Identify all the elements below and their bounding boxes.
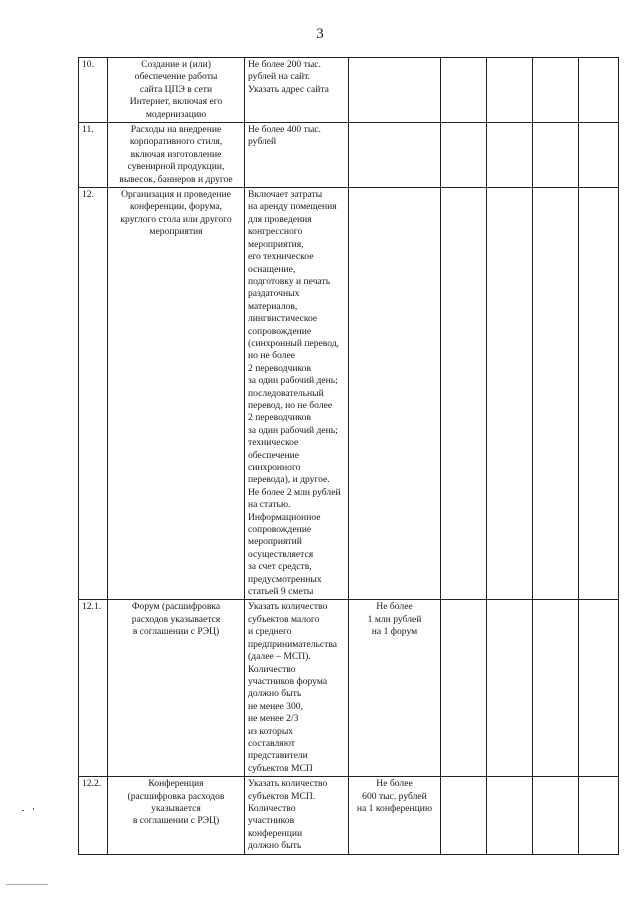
expense-description-line: Не более 200 тыс.	[248, 59, 321, 70]
expense-name-line: Создание и (или)	[141, 59, 211, 70]
expense-description-line: субъектов МСП.	[248, 790, 316, 802]
empty-cell	[487, 188, 533, 600]
expense-description-line: участников форума	[248, 675, 328, 687]
empty-cell	[533, 777, 579, 854]
expense-name-line: Форум (расшифровка	[131, 601, 221, 613]
expense-description-line: рублей	[248, 136, 277, 148]
expense-description-line: представители	[248, 750, 308, 762]
row-number: 12.1.	[79, 600, 108, 777]
scan-artifact	[22, 810, 24, 811]
expense-limit-cell	[349, 58, 441, 123]
expense-description-line: должно быть	[248, 688, 302, 700]
table-row	[79, 600, 619, 777]
expense-description-line: Не более 2 млн рублей	[248, 486, 341, 498]
expense-description-line: сопровождение	[248, 524, 312, 536]
expense-description-line: на аренду помещения	[248, 201, 337, 213]
expense-name-line: Организация и проведение	[121, 189, 231, 201]
expense-description-line: (синхронный перевод,	[248, 337, 340, 349]
empty-cell	[441, 58, 487, 123]
expense-name-line: в соглашении с РЭЦ)	[132, 626, 220, 638]
expense-description-line: перевод, но не более	[248, 399, 333, 411]
expense-description-line: подготовку и печать	[248, 275, 331, 287]
expense-description-cell	[245, 600, 349, 777]
empty-cell	[441, 188, 487, 600]
scan-artifact	[33, 808, 34, 810]
expense-limit-line: на 1 форум	[371, 626, 418, 638]
expense-name-line: Расходы на внедрение	[130, 124, 222, 136]
expense-limit-line: Не более	[376, 601, 413, 613]
expense-name-line: модернизацию	[145, 108, 207, 120]
expense-name-line: мероприятия	[149, 226, 203, 238]
expense-description-line: но не более	[248, 350, 295, 362]
expense-name-cell	[108, 123, 245, 188]
expense-description-line: мероприятий	[248, 536, 302, 548]
expense-description-line: синхронного	[248, 462, 301, 473]
expense-description-line: и среднего	[248, 626, 292, 638]
empty-cell	[487, 777, 533, 854]
page-number: 3	[316, 26, 324, 42]
expense-name-line: сувенирной продукции,	[127, 161, 225, 173]
empty-cell	[533, 123, 579, 188]
empty-cell	[533, 600, 579, 777]
expense-description-cell	[245, 188, 349, 600]
empty-cell	[579, 600, 619, 777]
table-row	[79, 123, 619, 188]
expense-description-line: Указать количество	[248, 778, 328, 790]
empty-cell	[533, 188, 579, 600]
expense-description-line: субъектов малого	[248, 613, 320, 625]
expense-limit-line: Не более	[376, 778, 413, 790]
empty-cell	[487, 58, 533, 123]
row-number: 11.	[79, 123, 108, 188]
expense-description-line: обеспечение	[248, 449, 300, 461]
expense-description-line: 2 переводчиков	[248, 412, 311, 424]
expense-limit-cell	[349, 123, 441, 188]
expense-description-line: техническое	[248, 437, 299, 449]
expense-description-line: должно быть	[248, 840, 302, 852]
expense-description-line: последовательный	[248, 387, 324, 399]
expense-description-line: из которых	[248, 725, 294, 737]
scan-artifact	[6, 884, 48, 885]
expense-description-line: (далее – МСП).	[248, 651, 311, 663]
expense-description-line: конгрессного	[248, 226, 303, 238]
row-number: 12.	[79, 188, 108, 600]
empty-cell	[441, 600, 487, 777]
expense-name-cell	[108, 58, 245, 123]
expense-description-line: 2 переводчиков	[248, 362, 311, 374]
expense-name-line: включая изготовление	[130, 148, 222, 160]
expense-name-line: обеспечение работы	[134, 71, 218, 83]
expense-description-line: за счет средств,	[248, 561, 312, 573]
expense-name-line: сайта ЦПЭ в сети	[139, 83, 213, 95]
empty-cell	[533, 58, 579, 123]
expense-name-cell	[108, 188, 245, 600]
expense-name-line: в соглашении с РЭЦ)	[132, 815, 220, 827]
expense-description-line: осуществляется	[248, 548, 314, 560]
expense-description-line: за один рабочий день;	[248, 375, 338, 387]
expense-description-line: мероприятия,	[248, 238, 304, 250]
empty-cell	[441, 123, 487, 188]
expense-description-line: оснащение,	[248, 263, 296, 275]
row-number: 10.	[79, 58, 108, 123]
expense-name-cell	[108, 600, 245, 777]
expense-description-line: Указать количество	[248, 601, 328, 613]
expense-description-line: участников	[248, 815, 295, 827]
expense-name-line: вывесок, баннеров и другое	[119, 173, 233, 185]
expense-limit-cell	[349, 600, 441, 777]
budget-table	[78, 57, 619, 855]
expense-name-line: (расшифровка расходов	[127, 790, 225, 802]
expense-description-line: на статью.	[248, 499, 291, 511]
empty-cell	[579, 123, 619, 188]
table-row	[79, 777, 619, 854]
expense-limit-cell	[349, 777, 441, 854]
empty-cell	[579, 777, 619, 854]
expense-name-line: указывается	[151, 802, 201, 814]
empty-cell	[487, 123, 533, 188]
expense-description-line: субъектов МСП	[248, 762, 313, 774]
expense-description-line: предпринимательства	[248, 638, 338, 650]
expense-description-line: статьей 9 сметы	[248, 586, 314, 598]
expense-description-line: Включает затраты	[248, 189, 323, 201]
expense-description-cell	[245, 58, 349, 123]
expense-name-line: конференции, форума,	[130, 201, 222, 213]
expense-name-line: расходов указывается	[131, 613, 221, 625]
expense-description-line: сопровождение	[248, 325, 312, 337]
expense-description-line: для проведения	[248, 213, 312, 225]
expense-limit-line: 600 тыс. рублей	[362, 790, 427, 802]
empty-cell	[441, 777, 487, 854]
expense-description-line: рублей на сайт.	[248, 71, 310, 83]
expense-limit-line: 1 млн рублей	[367, 613, 422, 625]
expense-description-cell	[245, 777, 349, 854]
expense-description-line: Указать адрес сайта	[248, 83, 329, 95]
expense-description-line: материалов,	[248, 300, 298, 312]
expense-description-line: предусмотренных	[248, 573, 322, 585]
expense-description-line: не менее 2/3	[248, 713, 299, 725]
expense-description-line: не менее 300,	[248, 700, 303, 712]
expense-name-cell	[108, 777, 245, 854]
expense-limit-cell	[349, 188, 441, 600]
expense-description-line: Количество	[248, 802, 296, 814]
expense-description-line: Не более 400 тыс.	[248, 124, 321, 136]
expense-description-line: Количество	[248, 663, 296, 675]
expense-name-line: корпоративного стиля,	[129, 136, 223, 148]
expense-description-line: составляют	[248, 737, 295, 749]
empty-cell	[487, 600, 533, 777]
expense-description-line: Информационное	[248, 511, 321, 523]
expense-description-line: его техническое	[248, 251, 314, 263]
expense-description-line: перевода), и другое.	[248, 474, 330, 486]
expense-description-line: за один рабочий день;	[248, 424, 338, 436]
empty-cell	[579, 188, 619, 600]
expense-description-line: лингвистическое	[248, 313, 318, 325]
expense-description-cell	[245, 123, 349, 188]
expense-name-line: круглого стола или другого	[120, 213, 232, 225]
row-number: 12.2.	[79, 777, 108, 854]
expense-description-line: раздаточных	[248, 288, 300, 300]
table-row	[79, 188, 619, 600]
expense-name-line: Интернет, включая его	[129, 96, 223, 108]
table-row	[79, 58, 619, 123]
expense-limit-line: на 1 конференцию	[356, 802, 433, 814]
empty-cell	[579, 58, 619, 123]
expense-name-line: Конференция	[148, 778, 204, 790]
expense-description-line: конференции	[248, 827, 303, 839]
